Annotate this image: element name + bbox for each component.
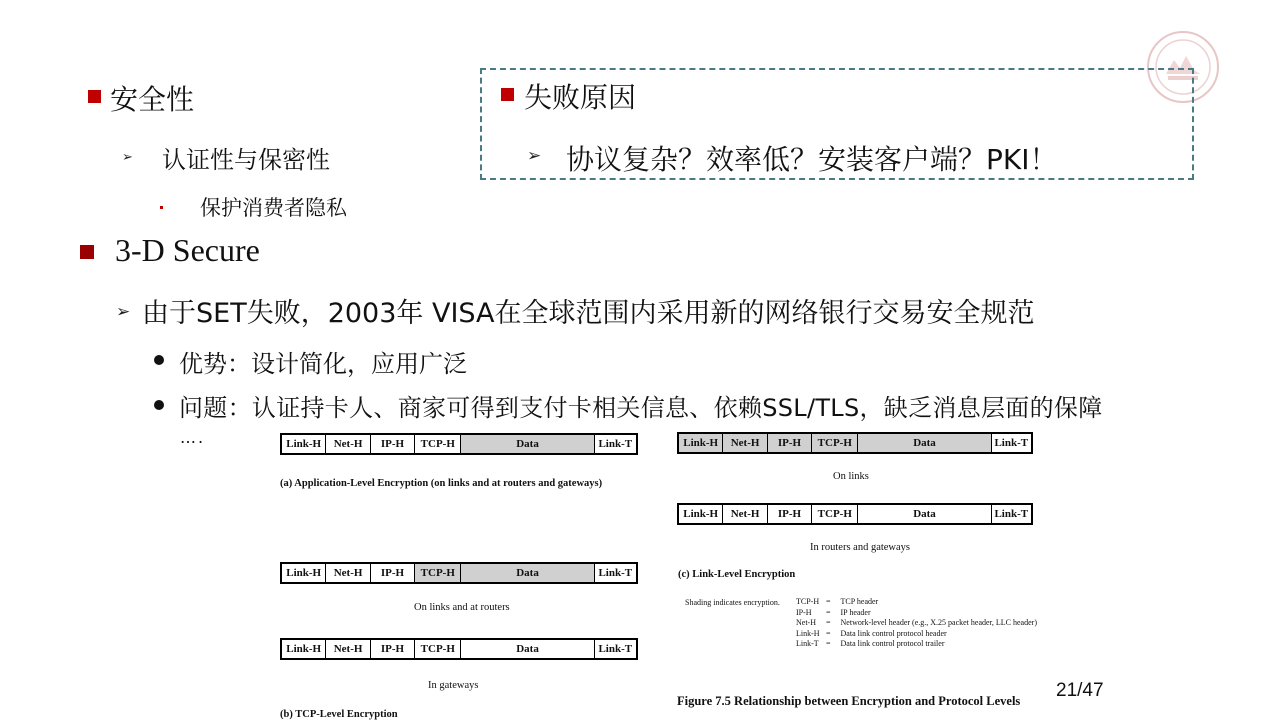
caption-a: (a) Application-Level Encryption (on links and at routers and gateways) (280, 478, 603, 489)
secure3d-heading: 3-D Secure (115, 232, 260, 268)
arrow-bullet-icon: ➢ (527, 146, 542, 166)
cell-ip-h: IP-H (768, 434, 812, 452)
caption-c: (c) Link-Level Encryption (678, 569, 796, 580)
frame-app-level (280, 433, 638, 455)
dot-bullet-icon (154, 355, 164, 365)
cell-data: Data (858, 505, 991, 523)
caption-b-links: On links and at routers (414, 602, 510, 613)
cell-link-t: Link-T (994, 508, 1029, 520)
legend-eq: = (826, 639, 831, 648)
legend-row (796, 629, 1041, 640)
legend-row (796, 597, 1041, 608)
cell-ip-h: IP-H (768, 505, 812, 523)
cell-ip-h: IP-H (371, 564, 415, 582)
caption-b-gateways: In gateways (428, 680, 479, 691)
caption-b: (b) TCP-Level Encryption (280, 709, 398, 720)
cell-tcp-h: TCP-H (812, 505, 858, 523)
cell-tcp-h: TCP-H (812, 434, 858, 452)
bullet-square-icon (501, 88, 514, 101)
cell-data: Data (461, 435, 594, 453)
small-dot-bullet-icon (160, 206, 163, 209)
ellipsis-text: …. (180, 428, 206, 447)
secure3d-pros: 优势：设计简化，应用广泛 (179, 350, 467, 378)
caption-c-links: On links (833, 471, 869, 482)
cell-net-h: Net-H (326, 435, 370, 453)
figure-title: Figure 7.5 Relationship between Encryption and Protocol Levels (677, 694, 1021, 708)
arrow-bullet-icon: ➢ (122, 150, 133, 165)
legend-row (796, 639, 1041, 650)
arrow-bullet-icon: ➢ (116, 302, 131, 322)
legend-desc: IP header (840, 607, 871, 617)
cell-link-h: Link-H (282, 435, 326, 453)
legend-abbr: Link-T (796, 639, 819, 648)
failure-reasons: 协议复杂？效率低？安装客户端？PKI！ (566, 143, 1058, 176)
legend-eq: = (826, 628, 831, 638)
legend-desc: TCP header (840, 597, 879, 606)
cell-net-h: Net-H (723, 434, 767, 452)
frame-tcp-level-links (280, 562, 638, 584)
cell-link-t: Link-T (598, 643, 633, 655)
legend-row (796, 618, 1041, 629)
cell-ip-h: IP-H (371, 435, 415, 453)
bullet-square-icon (80, 245, 94, 259)
legend-abbr: IP-H (796, 607, 812, 617)
legend-abbr: Net-H (796, 618, 816, 627)
secure3d-cons: 问题：认证持卡人、商家可得到支付卡相关信息、依赖SSL/TLS，缺乏消息层面的保障 (179, 394, 1103, 422)
cell-net-h: Net-H (326, 564, 370, 582)
page-number: 21/47 (1056, 680, 1104, 701)
frame-tcp-level-gateways (280, 638, 638, 660)
legend-desc: Network-level header (e.g., X.25 packet header, LLC header) (840, 618, 1037, 627)
security-label: 安全性 (110, 83, 195, 116)
caption-c-routers: In routers and gateways (810, 542, 911, 553)
cell-data: Data (461, 640, 594, 658)
cell-data: Data (858, 434, 991, 452)
cell-link-t: Link-T (598, 438, 633, 450)
cell-net-h: Net-H (326, 640, 370, 658)
legend-abbr: Link-H (796, 628, 820, 638)
legend-row (796, 608, 1041, 619)
legend-eq: = (826, 607, 831, 617)
cell-link-h: Link-H (679, 434, 723, 452)
legend-desc: Data link control protocol header (840, 628, 947, 638)
cell-link-t: Link-T (598, 567, 633, 579)
cell-link-h: Link-H (282, 640, 326, 658)
bullet-square-icon (88, 90, 101, 103)
cell-link-t: Link-T (994, 437, 1029, 449)
cell-ip-h: IP-H (371, 640, 415, 658)
cell-tcp-h: TCP-H (415, 640, 461, 658)
cell-tcp-h: TCP-H (415, 435, 461, 453)
frame-link-level-links (677, 432, 1033, 454)
auth-label: 认证性与保密性 (162, 146, 330, 174)
legend-abbr: TCP-H (796, 597, 820, 606)
cell-data: Data (461, 564, 594, 582)
cell-net-h: Net-H (723, 505, 767, 523)
dot-bullet-icon (154, 400, 164, 410)
legend-eq: = (826, 597, 831, 606)
failure-title: 失败原因 (524, 81, 637, 114)
frame-link-level-routers (677, 503, 1033, 525)
cell-link-h: Link-H (282, 564, 326, 582)
legend-desc: Data link control protocol trailer (840, 639, 945, 648)
legend-table (796, 597, 1041, 650)
legend-eq: = (826, 618, 831, 627)
cell-tcp-h: TCP-H (415, 564, 461, 582)
privacy-label: 保护消费者隐私 (200, 196, 347, 220)
secure3d-intro: 由于SET失败，2003年 VISA在全球范围内采用新的网络银行交易安全规范 (142, 298, 1035, 329)
shading-note: Shading indicates encryption. (685, 598, 780, 607)
cell-link-h: Link-H (679, 505, 723, 523)
